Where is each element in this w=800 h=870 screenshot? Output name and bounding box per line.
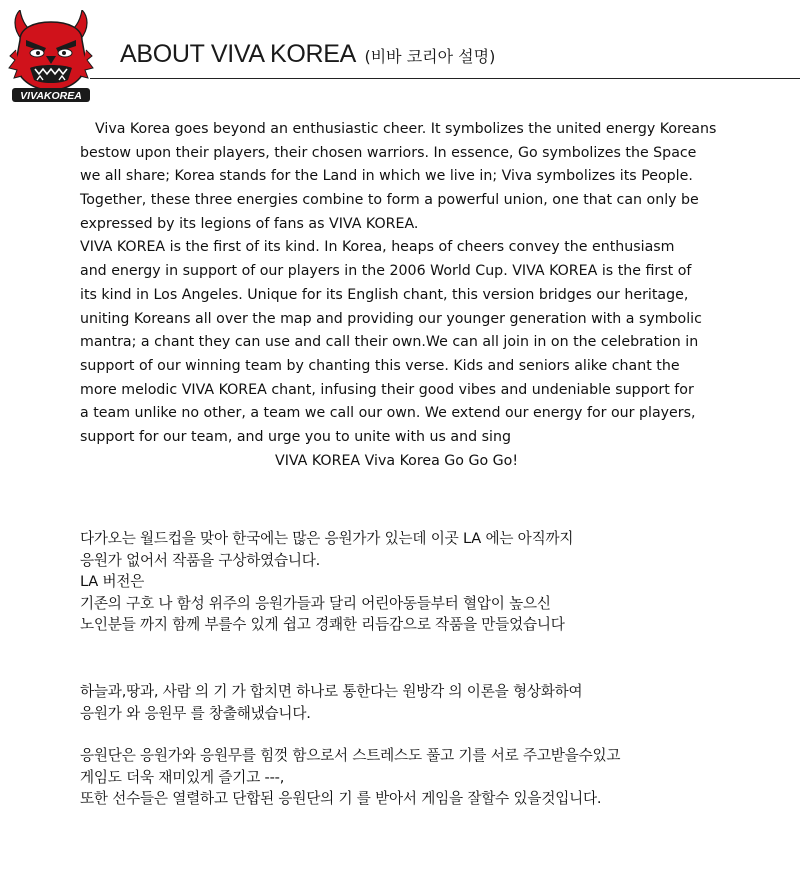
logo-text: VIVAKOREA — [20, 90, 82, 102]
korean-line: LA 버전은 — [80, 573, 145, 590]
english-description — [80, 118, 770, 473]
devil-mask-icon — [8, 10, 94, 104]
english-line: and energy in support of our players in the 2006 World Cup. VIVA KOREA is the first of — [80, 263, 692, 280]
english-line: support of our winning team by chanting this verse. Kids and seniors alike chant the — [80, 357, 680, 374]
viva-korea-logo[interactable] — [8, 10, 94, 104]
english-line: more melodic VIVA KOREA chant, infusing their good vibes and undeniable support for — [80, 381, 694, 398]
korean-paragraph-2 — [80, 681, 780, 724]
korean-line: 또한 선수들은 열렬하고 단합된 응원단의 기 를 받아서 게임을 잘할수 있을것입니다. — [80, 790, 602, 807]
korean-line: 다가오는 월드컵을 맞아 한국에는 많은 응원가가 있는데 이곳 LA 에는 아직까지 — [80, 530, 574, 547]
english-line: bestow upon their players, their chosen warriors. In essence, Go symbolizes the Space — [80, 144, 697, 161]
page-header — [0, 0, 800, 104]
korean-line: 하늘과,땅과, 사람 의 기 가 합치면 하나로 통한다는 원방각 의 이론을 형상화하여 — [80, 683, 583, 700]
korean-line: 기존의 구호 나 함성 위주의 응원가들과 달리 어린아동들부터 혈압이 높으신 — [80, 594, 551, 612]
english-line: Viva Korea goes beyond an enthusiastic cheer. It symbolizes the united energy Koreans — [95, 121, 717, 137]
chant-line: VIVA KOREA Viva Korea Go Go Go! — [275, 452, 519, 469]
page-title-korean: (비바 코리아 설명) — [364, 47, 496, 66]
english-line: mantra; a chant they can use and call their own.We can all join in on the celebration in — [80, 334, 699, 351]
english-line: a team unlike no other, a team we call our own. We extend our energy for our players, — [80, 405, 696, 422]
korean-line: 응원가 와 응원무 를 창출해냈습니다. — [80, 704, 311, 722]
english-line: support for our team, and urge you to unite with us and sing — [80, 428, 511, 445]
english-line: uniting Koreans all over the map and providing our younger generation with a symbolic — [80, 310, 702, 327]
page-title-text: ABOUT VIVA KOREA — [120, 40, 357, 68]
title-divider — [90, 78, 800, 79]
english-line: its kind in Los Angeles. Unique for its English chant, this version bridges our heritage, — [80, 286, 689, 303]
page-title — [120, 40, 495, 69]
korean-line: 응원단은 응원가와 응원무를 힘껏 함으로서 스트레스도 풀고 기를 서로 주고받을수있고 — [80, 747, 621, 764]
korean-paragraph-1 — [80, 528, 780, 636]
english-line: Together, these three energies combine to form a powerful union, one that can only be — [80, 192, 699, 209]
korean-line: 응원가 없어서 작품을 구상하였습니다. — [80, 551, 321, 569]
english-line: VIVA KOREA is the first of its kind. In Korea, heaps of cheers convey the enthusiasm — [80, 239, 675, 256]
english-line: we all share; Korea stands for the Land in which we live in; Viva symbolizes its People. — [80, 168, 693, 185]
english-line: expressed by its legions of fans as VIVA KOREA. — [80, 215, 419, 232]
korean-paragraph-3 — [80, 745, 780, 810]
korean-line: 게임도 더욱 재미있게 즐기고 ---, — [80, 768, 285, 786]
korean-line: 노인분들 까지 함께 부를수 있게 쉽고 경쾌한 리듬감으로 작품을 만들었습니다 — [80, 616, 565, 633]
